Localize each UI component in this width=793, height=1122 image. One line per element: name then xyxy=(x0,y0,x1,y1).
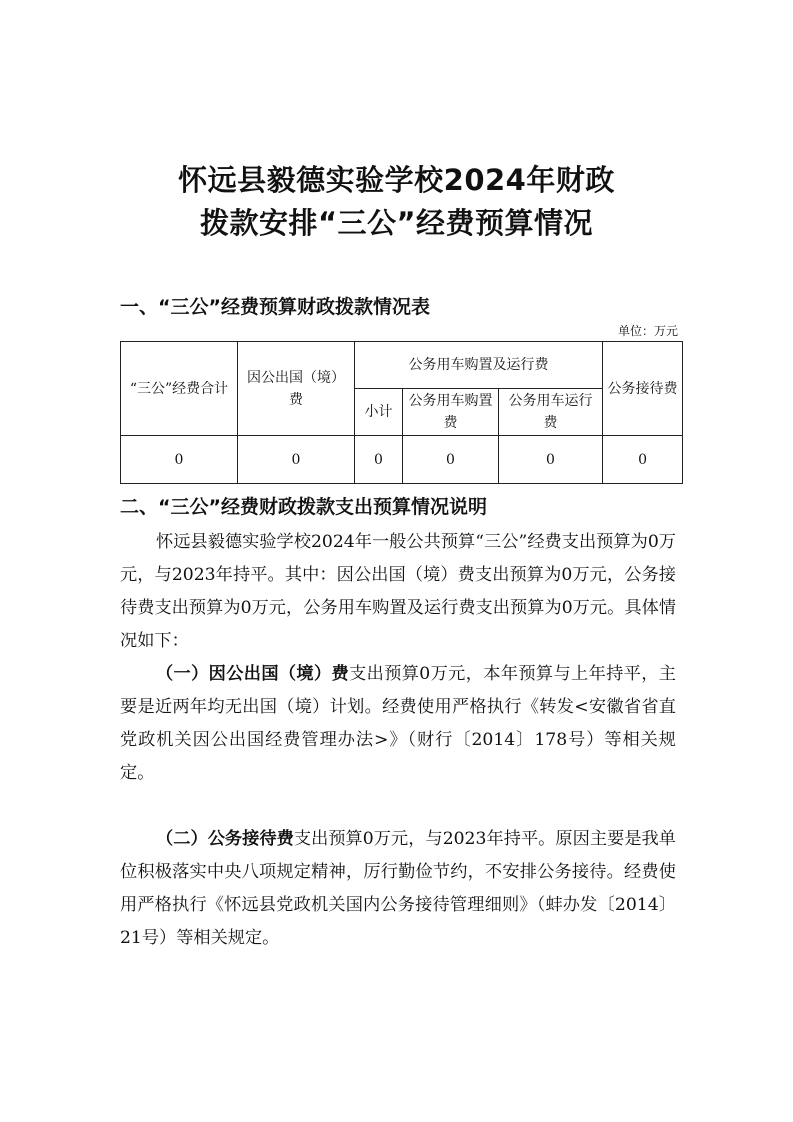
header-vehicle-purchase: 公务用车购置费 xyxy=(403,389,499,436)
value-vehicle-purchase: 0 xyxy=(403,436,499,484)
paragraph-overview: 怀远县毅德实验学校2024年一般公共预算“三公”经费支出预算为0万元，与2023年持平。其中：因公出国（境）费支出预算为0万元，公务接待费支出预算为0万元，公务用车购置及运行费支出预算为0万元。具体情况如下： xyxy=(120,532,676,651)
document-title-line1: 怀远县毅德实验学校2024年财政 xyxy=(178,163,615,197)
paragraph-reception-heading: （二）公务接待费 xyxy=(156,829,294,849)
paragraph-abroad xyxy=(120,658,676,790)
value-subtotal: 0 xyxy=(355,436,403,484)
value-vehicle-operation: 0 xyxy=(499,436,603,484)
paragraph-abroad-heading: （一）因公出国（境）费 xyxy=(156,664,350,684)
three-public-expenses-table xyxy=(120,341,683,484)
header-vehicle-group: 公务用车购置及运行费 xyxy=(355,342,603,389)
section2-heading: 二、“三公”经费财政拨款支出预算情况说明 xyxy=(120,496,487,518)
value-reception: 0 xyxy=(603,436,683,484)
value-total: 0 xyxy=(121,436,238,484)
table-header-row-1 xyxy=(121,342,683,389)
document-title-line2: 拨款安排“三公”经费预算情况 xyxy=(199,206,594,240)
header-reception: 公务接待费 xyxy=(603,342,683,436)
section1-heading: 一、“三公”经费预算财政拨款情况表 xyxy=(120,296,430,318)
paragraph-abroad-body: 支出预算0万元，本年预算与上年持平，主要是近两年均无出国（境）计划。经费使用严格执行《转发<安徽省省直党政机关因公出国经费管理办法>》（财行〔2014〕178号）等相关规定。 xyxy=(120,664,676,783)
value-abroad: 0 xyxy=(238,436,355,484)
header-total: “三公”经费合计 xyxy=(121,342,238,436)
header-abroad: 因公出国（境）费 xyxy=(238,342,355,436)
paragraph-reception-body: 支出预算0万元，与2023年持平。原因主要是我单位积极落实中央八项规定精神，厉行勤俭节约，不安排公务接待。经费使用严格执行《怀远县党政机关国内公务接待管理细则》（蚌办发〔2014〕21号）等相关规定。 xyxy=(120,829,676,948)
header-vehicle-operation: 公务用车运行费 xyxy=(499,389,603,436)
unit-label: 单位：万元 xyxy=(617,324,678,338)
paragraph-reception xyxy=(120,823,676,955)
header-subtotal: 小计 xyxy=(355,389,403,436)
table-row xyxy=(121,436,683,484)
